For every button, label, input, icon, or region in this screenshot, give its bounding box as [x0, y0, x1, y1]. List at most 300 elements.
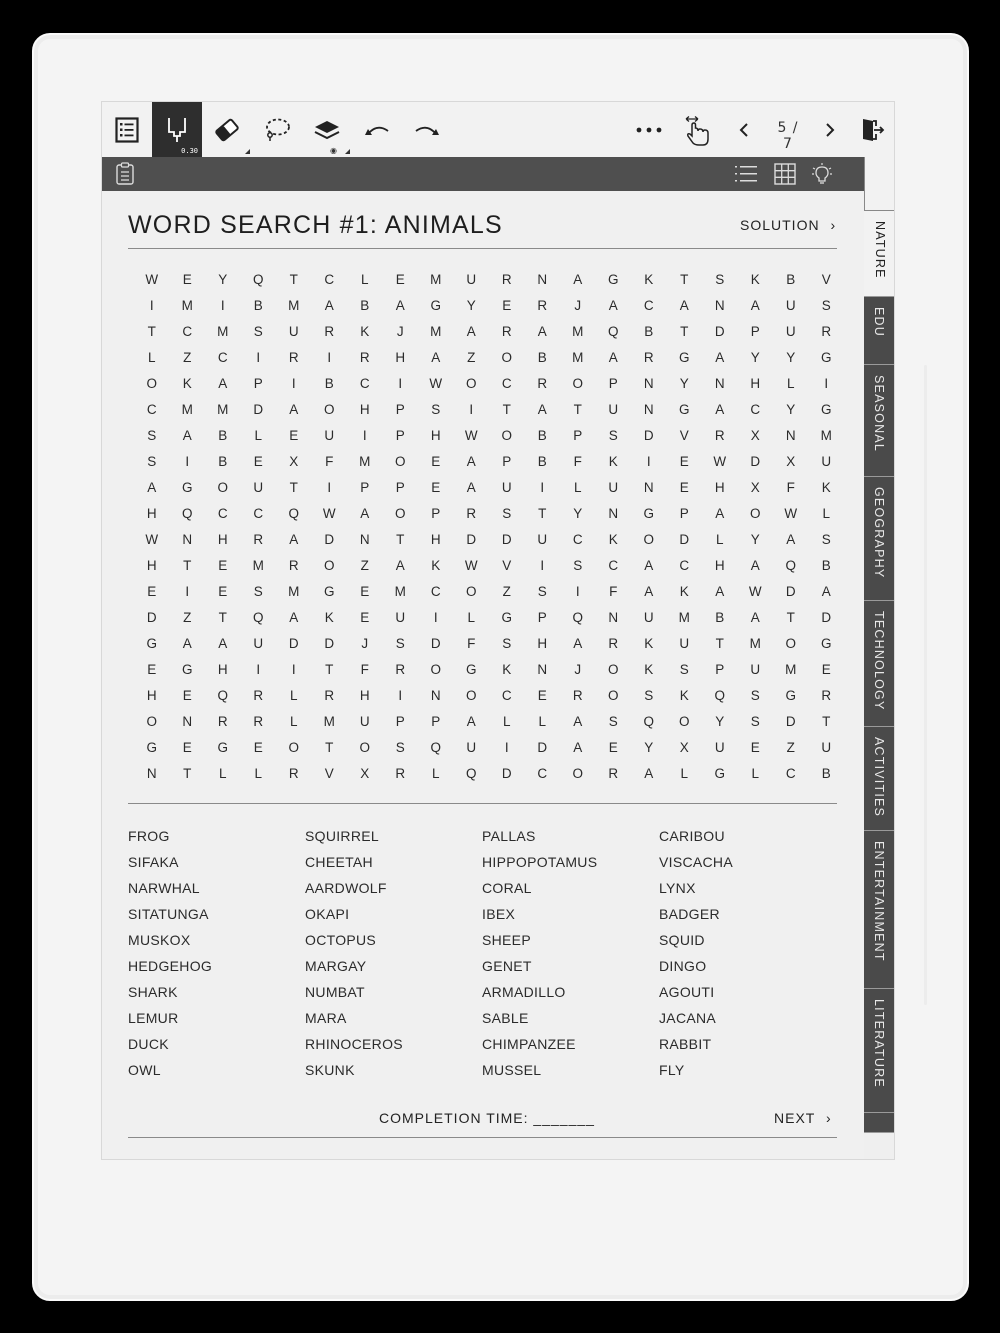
grid-cell[interactable]: X [679, 740, 689, 755]
grid-cell[interactable]: T [680, 272, 689, 287]
grid-cell[interactable]: I [646, 454, 651, 469]
grid-cell[interactable]: R [324, 688, 335, 703]
grid-cell[interactable]: I [185, 584, 190, 599]
redo-button[interactable] [402, 102, 452, 157]
grid-cell[interactable]: U [785, 298, 796, 313]
grid-cell[interactable]: U [821, 740, 832, 755]
grid-cell[interactable]: S [821, 298, 831, 313]
grid-cell[interactable]: O [678, 714, 690, 729]
more-button[interactable] [625, 102, 673, 157]
grid-cell[interactable]: D [146, 610, 157, 625]
tab-edu[interactable] [864, 297, 894, 365]
grid-cell[interactable]: I [398, 376, 403, 391]
grid-cell[interactable]: O [572, 766, 583, 781]
grid-cell[interactable]: Q [785, 558, 796, 573]
grid-cell[interactable]: H [359, 688, 370, 703]
grid-cell[interactable]: K [821, 480, 831, 495]
grid-cell[interactable]: T [325, 740, 334, 755]
grid-cell[interactable]: N [359, 532, 370, 547]
grid-cell[interactable]: R [466, 506, 477, 521]
grid-cell[interactable]: G [501, 610, 512, 625]
grid-cell[interactable]: Q [217, 688, 228, 703]
grid-cell[interactable]: A [644, 584, 654, 599]
grid-cell[interactable]: Y [750, 350, 760, 365]
grid-cell[interactable]: C [359, 376, 370, 391]
grid-cell[interactable]: Y [750, 532, 760, 547]
grid-cell[interactable]: B [821, 766, 831, 781]
grid-cell[interactable]: N [785, 428, 796, 443]
grid-cell[interactable]: P [679, 506, 689, 521]
grid-cell[interactable]: A [821, 584, 831, 599]
grid-cell[interactable]: E [679, 480, 689, 495]
grid-cell[interactable]: M [217, 402, 229, 417]
grid-cell[interactable]: A [289, 610, 299, 625]
grid-cell[interactable]: T [502, 402, 511, 417]
grid-cell[interactable]: P [750, 324, 760, 339]
grid-cell[interactable]: K [360, 324, 370, 339]
grid-cell[interactable]: G [181, 662, 193, 677]
grid-cell[interactable]: S [253, 584, 263, 599]
grid-cell[interactable]: S [395, 740, 405, 755]
grid-cell[interactable]: I [149, 298, 154, 313]
grid-cell[interactable]: E [147, 584, 157, 599]
grid-cell[interactable]: A [431, 350, 441, 365]
grid-cell[interactable]: L [715, 532, 724, 547]
grid-cell[interactable]: E [289, 428, 299, 443]
grid-cell[interactable]: O [785, 636, 796, 651]
grid-cell[interactable]: R [288, 766, 299, 781]
grid-cell[interactable]: N [714, 298, 725, 313]
grid-cell[interactable]: Z [360, 558, 369, 573]
grid-cell[interactable]: A [573, 714, 583, 729]
grid-cell[interactable]: M [749, 636, 761, 651]
grid-cell[interactable]: I [327, 480, 332, 495]
grid-cell[interactable]: K [431, 558, 441, 573]
grid-cell[interactable]: I [433, 610, 438, 625]
grid-cell[interactable]: G [785, 688, 796, 703]
grid-cell[interactable]: U [466, 740, 477, 755]
grid-cell[interactable]: C [182, 324, 193, 339]
grid-cell[interactable]: I [504, 740, 509, 755]
grid-cell[interactable]: C [430, 584, 441, 599]
grid-cell[interactable]: G [820, 636, 832, 651]
grid-cell[interactable]: K [644, 636, 654, 651]
grid-cell[interactable]: R [821, 688, 832, 703]
grid-cell[interactable]: Q [181, 506, 193, 521]
grid-cell[interactable]: D [324, 636, 335, 651]
grid-cell[interactable]: V [679, 428, 689, 443]
grid-cell[interactable]: W [464, 428, 478, 443]
grid-cell[interactable]: H [146, 506, 157, 521]
grid-cell[interactable]: H [217, 662, 228, 677]
grid-cell[interactable]: T [786, 610, 795, 625]
grid-cell[interactable]: M [288, 584, 300, 599]
tab-technology[interactable] [864, 601, 894, 727]
grid-cell[interactable]: X [786, 454, 796, 469]
grid-cell[interactable]: O [394, 454, 406, 469]
grid-cell[interactable]: E [182, 740, 192, 755]
grid-cell[interactable]: N [608, 506, 619, 521]
grid-cell[interactable]: E [182, 688, 192, 703]
grid-cell[interactable]: R [395, 662, 406, 677]
grid-cell[interactable]: C [324, 272, 335, 287]
grid-cell[interactable]: T [325, 662, 334, 677]
grid-cell[interactable]: S [608, 714, 618, 729]
grid-cell[interactable]: T [573, 402, 582, 417]
grid-cell[interactable]: P [253, 376, 263, 391]
grid-cell[interactable]: I [256, 662, 261, 677]
grid-cell[interactable]: U [324, 428, 335, 443]
grid-cell[interactable]: A [715, 350, 725, 365]
grid-cell[interactable]: A [182, 428, 192, 443]
grid-cell[interactable]: V [502, 558, 512, 573]
grid-cell[interactable]: A [218, 636, 228, 651]
grid-cell[interactable]: B [537, 350, 547, 365]
grid-cell[interactable]: U [253, 636, 264, 651]
grid-cell[interactable]: H [750, 376, 761, 391]
grid-cell[interactable]: K [750, 272, 760, 287]
grid-cell[interactable]: E [537, 688, 547, 703]
grid-cell[interactable]: W [464, 558, 478, 573]
grid-cell[interactable]: I [291, 376, 296, 391]
grid-cell[interactable]: A [573, 636, 583, 651]
grid-cell[interactable]: I [256, 350, 261, 365]
grid-cell[interactable]: S [821, 532, 831, 547]
grid-cell[interactable]: O [394, 506, 406, 521]
grid-cell[interactable]: W [429, 376, 443, 391]
grid-cell[interactable]: B [253, 298, 263, 313]
grid-cell[interactable]: U [679, 636, 690, 651]
grid-cell[interactable]: H [430, 428, 441, 443]
tab-literature[interactable] [864, 989, 894, 1113]
grid-cell[interactable]: C [537, 766, 548, 781]
grid-cell[interactable]: N [146, 766, 157, 781]
grid-cell[interactable]: R [572, 688, 583, 703]
grid-view-button[interactable] [772, 162, 798, 186]
grid-cell[interactable]: A [750, 558, 760, 573]
grid-cell[interactable]: S [608, 428, 618, 443]
grid-cell[interactable]: X [750, 428, 760, 443]
grid-cell[interactable]: C [679, 558, 690, 573]
hint-button[interactable] [809, 162, 835, 186]
grid-cell[interactable]: K [679, 688, 689, 703]
grid-cell[interactable]: C [501, 688, 512, 703]
next-link[interactable] [774, 1110, 832, 1126]
grid-cell[interactable]: I [469, 402, 474, 417]
grid-cell[interactable]: U [785, 324, 796, 339]
grid-cell[interactable]: L [467, 610, 475, 625]
grid-cell[interactable]: N [643, 480, 654, 495]
grid-cell[interactable]: U [253, 480, 264, 495]
grid-cell[interactable]: K [502, 662, 512, 677]
grid-cell[interactable]: R [537, 298, 548, 313]
grid-cell[interactable]: M [678, 610, 690, 625]
grid-cell[interactable]: T [715, 636, 724, 651]
grid-cell[interactable]: A [466, 714, 476, 729]
grid-cell[interactable]: U [608, 402, 619, 417]
grid-cell[interactable]: M [359, 454, 371, 469]
grid-cell[interactable]: O [323, 402, 335, 417]
grid-cell[interactable]: S [502, 506, 512, 521]
grid-cell[interactable]: I [185, 454, 190, 469]
grid-cell[interactable]: B [537, 454, 547, 469]
list-view-button[interactable] [733, 162, 759, 186]
exit-button[interactable] [850, 102, 895, 157]
grid-cell[interactable]: O [323, 558, 335, 573]
grid-cell[interactable]: G [643, 506, 654, 521]
grid-cell[interactable]: U [501, 480, 512, 495]
next-page-button[interactable] [806, 102, 854, 157]
grid-cell[interactable]: E [218, 558, 228, 573]
grid-cell[interactable]: Z [183, 350, 192, 365]
grid-cell[interactable]: U [714, 740, 725, 755]
layers-button[interactable] [302, 102, 352, 157]
grid-cell[interactable]: A [608, 298, 618, 313]
grid-cell[interactable]: Y [715, 714, 725, 729]
grid-cell[interactable]: A [644, 766, 654, 781]
grid-cell[interactable]: G [465, 662, 477, 677]
grid-cell[interactable]: A [573, 272, 583, 287]
grid-cell[interactable]: O [217, 480, 228, 495]
grid-cell[interactable]: L [680, 766, 688, 781]
grid-cell[interactable]: H [430, 532, 441, 547]
grid-cell[interactable]: L [289, 688, 298, 703]
grid-cell[interactable]: Q [607, 324, 619, 339]
grid-cell[interactable]: M [572, 324, 584, 339]
grid-cell[interactable]: O [572, 376, 583, 391]
grid-cell[interactable]: Q [714, 688, 725, 703]
grid-cell[interactable]: L [254, 766, 262, 781]
grid-cell[interactable]: K [644, 272, 654, 287]
grid-cell[interactable]: D [785, 714, 796, 729]
grid-cell[interactable]: D [750, 454, 761, 469]
grid-cell[interactable]: A [679, 298, 689, 313]
grid-cell[interactable]: P [395, 714, 405, 729]
grid-cell[interactable]: S [573, 558, 583, 573]
grid-cell[interactable]: M [572, 350, 584, 365]
grid-cell[interactable]: O [501, 350, 512, 365]
grid-cell[interactable]: A [537, 324, 547, 339]
grid-cell[interactable]: U [750, 662, 761, 677]
grid-cell[interactable]: E [679, 454, 689, 469]
grid-cell[interactable]: B [537, 428, 547, 443]
grid-cell[interactable]: Q [288, 506, 299, 521]
grid-cell[interactable]: R [253, 688, 264, 703]
grid-cell[interactable]: D [537, 740, 548, 755]
grid-cell[interactable]: P [537, 610, 547, 625]
grid-cell[interactable]: X [750, 480, 760, 495]
grid-cell[interactable]: X [360, 766, 370, 781]
grid-cell[interactable]: M [785, 662, 797, 677]
grid-cell[interactable]: Z [183, 610, 192, 625]
grid-cell[interactable]: W [322, 506, 336, 521]
grid-cell[interactable]: L [360, 272, 369, 287]
grid-cell[interactable]: D [253, 402, 264, 417]
grid-cell[interactable]: L [751, 766, 759, 781]
grid-cell[interactable]: Q [252, 610, 264, 625]
grid-cell[interactable]: Y [644, 740, 654, 755]
grid-cell[interactable]: E [253, 454, 263, 469]
grid-cell[interactable]: D [714, 324, 725, 339]
grid-cell[interactable]: M [181, 298, 193, 313]
grid-cell[interactable]: G [607, 272, 619, 287]
grid-cell[interactable]: D [785, 584, 796, 599]
grid-cell[interactable]: N [714, 376, 725, 391]
grid-cell[interactable]: H [217, 532, 228, 547]
grid-cell[interactable]: T [147, 324, 156, 339]
grid-cell[interactable]: C [643, 298, 654, 313]
grid-cell[interactable]: A [715, 584, 725, 599]
grid-cell[interactable]: O [749, 506, 761, 521]
grid-cell[interactable]: H [359, 402, 370, 417]
tab-nature[interactable] [864, 211, 895, 297]
grid-cell[interactable]: D [501, 532, 512, 547]
grid-cell[interactable]: L [822, 506, 830, 521]
tab-blank[interactable] [864, 1113, 894, 1133]
grid-cell[interactable]: I [398, 688, 403, 703]
grid-cell[interactable]: O [146, 376, 157, 391]
grid-cell[interactable]: M [323, 714, 335, 729]
grid-cell[interactable]: D [288, 636, 299, 651]
grid-cell[interactable]: B [360, 298, 370, 313]
grid-cell[interactable]: T [680, 324, 689, 339]
grid-cell[interactable]: T [218, 610, 227, 625]
grid-cell[interactable]: C [146, 402, 157, 417]
grid-cell[interactable]: T [822, 714, 831, 729]
grid-cell[interactable]: T [289, 272, 298, 287]
grid-cell[interactable]: A [608, 350, 618, 365]
grid-cell[interactable]: M [430, 324, 442, 339]
grid-cell[interactable]: S [679, 662, 689, 677]
grid-cell[interactable]: N [608, 610, 619, 625]
grid-cell[interactable]: B [715, 610, 725, 625]
grid-cell[interactable]: G [323, 584, 335, 599]
eraser-button[interactable] [202, 102, 252, 157]
grid-cell[interactable]: Z [502, 584, 511, 599]
grid-cell[interactable]: O [643, 532, 654, 547]
grid-cell[interactable]: E [360, 584, 370, 599]
grid-cell[interactable]: G [217, 740, 228, 755]
toc-button[interactable] [102, 102, 152, 157]
grid-cell[interactable]: R [643, 350, 654, 365]
grid-cell[interactable]: R [501, 272, 512, 287]
grid-cell[interactable]: F [467, 636, 476, 651]
grid-cell[interactable]: B [324, 376, 334, 391]
grid-cell[interactable]: P [395, 402, 405, 417]
grid-cell[interactable]: N [643, 402, 654, 417]
grid-cell[interactable]: L [147, 350, 156, 365]
grid-cell[interactable]: S [431, 402, 441, 417]
grid-cell[interactable]: P [573, 428, 583, 443]
grid-cell[interactable]: I [362, 428, 367, 443]
grid-cell[interactable]: C [501, 376, 512, 391]
grid-cell[interactable]: Y [218, 272, 228, 287]
grid-cell[interactable]: F [786, 480, 795, 495]
grid-cell[interactable]: P [431, 506, 441, 521]
grid-cell[interactable]: U [288, 324, 299, 339]
grid-cell[interactable]: I [220, 298, 225, 313]
grid-cell[interactable]: K [608, 532, 618, 547]
grid-cell[interactable]: B [786, 272, 796, 287]
swipe-gesture-button[interactable] [675, 102, 721, 157]
grid-cell[interactable]: I [327, 350, 332, 365]
grid-cell[interactable]: U [466, 272, 477, 287]
letter-grid[interactable] [134, 267, 844, 787]
grid-cell[interactable]: E [253, 740, 263, 755]
grid-cell[interactable]: U [643, 610, 654, 625]
pen-button[interactable] [152, 102, 202, 157]
grid-cell[interactable]: E [431, 480, 441, 495]
grid-cell[interactable]: R [288, 350, 299, 365]
grid-cell[interactable]: M [820, 428, 832, 443]
grid-cell[interactable]: L [431, 766, 440, 781]
grid-cell[interactable]: A [395, 298, 405, 313]
grid-cell[interactable]: S [644, 688, 654, 703]
grid-cell[interactable]: C [253, 506, 264, 521]
grid-cell[interactable]: M [288, 298, 300, 313]
lasso-button[interactable] [252, 102, 302, 157]
grid-cell[interactable]: G [678, 402, 690, 417]
grid-cell[interactable]: A [395, 558, 405, 573]
grid-cell[interactable]: L [218, 766, 227, 781]
grid-cell[interactable]: G [430, 298, 441, 313]
grid-cell[interactable]: J [396, 324, 404, 339]
grid-cell[interactable]: A [182, 636, 192, 651]
grid-cell[interactable]: N [643, 376, 654, 391]
grid-cell[interactable]: S [750, 714, 760, 729]
undo-button[interactable] [352, 102, 402, 157]
grid-cell[interactable]: C [217, 506, 228, 521]
grid-cell[interactable]: R [501, 324, 512, 339]
grid-cell[interactable]: X [289, 454, 299, 469]
prev-page-button[interactable] [720, 102, 768, 157]
grid-cell[interactable]: K [679, 584, 689, 599]
grid-cell[interactable]: P [395, 480, 405, 495]
grid-cell[interactable]: L [786, 376, 795, 391]
grid-cell[interactable]: I [540, 480, 545, 495]
grid-cell[interactable]: G [820, 350, 832, 365]
grid-cell[interactable]: R [608, 636, 619, 651]
grid-cell[interactable]: J [574, 662, 582, 677]
grid-cell[interactable]: D [466, 532, 477, 547]
grid-cell[interactable]: N [182, 532, 193, 547]
grid-cell[interactable]: S [395, 636, 405, 651]
grid-cell[interactable]: K [608, 454, 618, 469]
grid-cell[interactable]: G [820, 402, 832, 417]
grid-cell[interactable]: N [182, 714, 193, 729]
grid-cell[interactable]: S [715, 272, 725, 287]
grid-cell[interactable]: F [609, 584, 618, 599]
grid-cell[interactable]: A [750, 298, 760, 313]
grid-cell[interactable]: O [146, 714, 157, 729]
grid-cell[interactable]: Y [573, 506, 583, 521]
grid-cell[interactable]: S [147, 454, 157, 469]
grid-cell[interactable]: I [824, 376, 829, 391]
grid-cell[interactable]: E [182, 272, 192, 287]
grid-cell[interactable]: C [608, 558, 619, 573]
grid-cell[interactable]: U [821, 454, 832, 469]
grid-cell[interactable]: O [607, 688, 619, 703]
grid-cell[interactable]: G [714, 766, 725, 781]
grid-cell[interactable]: R [359, 350, 370, 365]
grid-cell[interactable]: R [253, 532, 264, 547]
grid-cell[interactable]: G [146, 740, 157, 755]
grid-cell[interactable]: F [360, 662, 369, 677]
grid-cell[interactable]: H [146, 688, 157, 703]
grid-cell[interactable]: H [714, 480, 725, 495]
grid-cell[interactable]: M [181, 402, 193, 417]
grid-cell[interactable]: O [430, 662, 441, 677]
